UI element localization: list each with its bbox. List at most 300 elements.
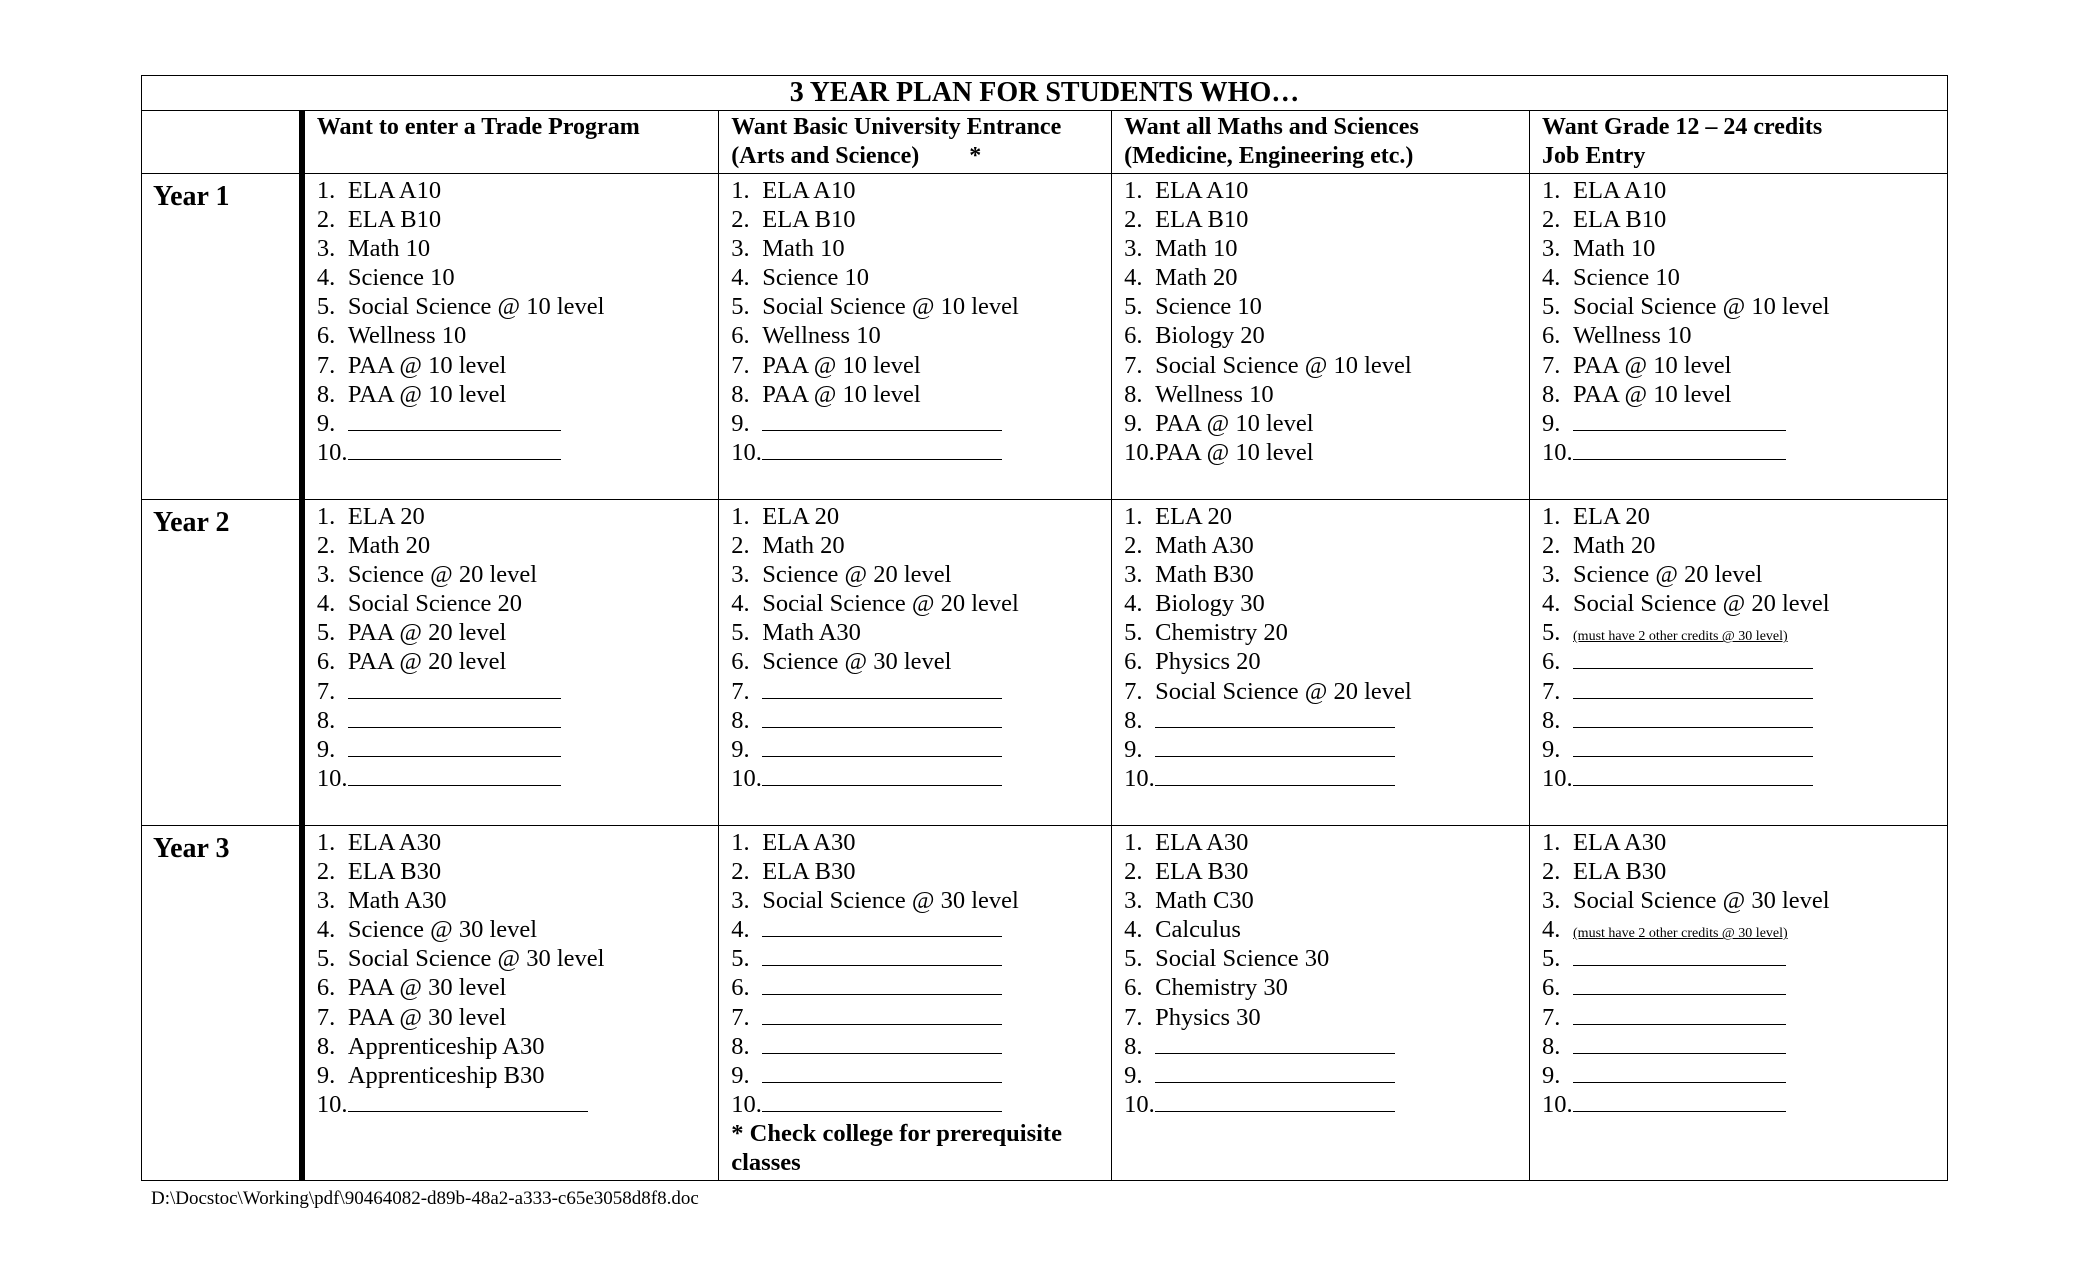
- year-label: Year 2: [142, 500, 302, 826]
- blank-line: [762, 410, 1002, 431]
- course-name: Math A30: [762, 619, 861, 647]
- item-number: 9.: [731, 735, 750, 763]
- course-item: [1542, 321, 1947, 350]
- course-name: Math A30: [1155, 532, 1254, 560]
- item-number: 7.: [1124, 677, 1143, 705]
- blank-line: [1573, 1091, 1786, 1112]
- course-name: Wellness 10: [1573, 322, 1692, 350]
- course-name: Science @ 20 level: [762, 561, 952, 589]
- course-name: PAA @ 30 level: [347, 1003, 507, 1031]
- course-name: ELA A30: [1155, 829, 1249, 856]
- course-name: Social Science @ 10 level: [1155, 351, 1412, 379]
- item-number: 6.: [1542, 974, 1561, 1002]
- course-item: [317, 677, 718, 706]
- item-number: 2.: [316, 206, 336, 234]
- course-item: [1542, 205, 1947, 234]
- course-item: [1124, 886, 1529, 915]
- item-number: 7.: [316, 677, 336, 705]
- blank-line: [762, 1091, 1002, 1112]
- item-number: 8.: [1124, 706, 1143, 734]
- course-item: [317, 380, 718, 409]
- column-header-university: Want Basic University Entrance (Arts and Science) *: [719, 111, 1112, 174]
- item-number: 4.: [1124, 590, 1143, 618]
- item-number: 2.: [1542, 532, 1561, 560]
- course-item: [317, 1032, 718, 1061]
- blank-line: [762, 974, 1002, 995]
- course-item: [317, 1090, 718, 1119]
- item-number: 3.: [731, 561, 750, 589]
- course-item: [1124, 560, 1529, 589]
- course-name: Science @ 30 level: [762, 648, 952, 676]
- item-number: 1.: [1542, 829, 1561, 856]
- item-number: 4.: [316, 916, 336, 944]
- item-number: 10.: [1124, 438, 1155, 466]
- year-1-row: [142, 174, 1948, 500]
- blank-line: [1573, 707, 1813, 728]
- course-name: Social Science @ 20 level: [1573, 590, 1830, 618]
- item-number: 2.: [1124, 206, 1143, 234]
- course-item: [317, 1061, 718, 1090]
- course-name: ELA 20: [1573, 503, 1650, 530]
- blank-line: [1573, 765, 1813, 786]
- course-item: [1124, 205, 1529, 234]
- course-item: [1124, 176, 1529, 205]
- course-name: Math 10: [1155, 235, 1238, 263]
- course-item: [1542, 560, 1947, 589]
- item-number: 2.: [1542, 206, 1561, 234]
- course-name: ELA A10: [1573, 177, 1667, 204]
- item-number: 5.: [316, 945, 336, 973]
- course-name: PAA @ 10 level: [1573, 380, 1732, 408]
- course-item: [317, 973, 718, 1002]
- course-name: Physics 20: [1155, 648, 1261, 676]
- item-number: 5.: [1542, 945, 1561, 973]
- course-item: [1124, 1061, 1529, 1090]
- item-number: 2.: [731, 206, 750, 234]
- course-name: Science @ 30 level: [347, 916, 538, 944]
- course-item: [731, 828, 1111, 857]
- blank-line: [762, 1062, 1002, 1083]
- item-number: 6.: [731, 648, 750, 676]
- course-item: [1124, 234, 1529, 263]
- course-name: ELA B10: [347, 206, 442, 234]
- item-number: 5.: [1124, 945, 1143, 973]
- blank-line: [1155, 1062, 1395, 1083]
- item-number: 1.: [316, 177, 336, 204]
- item-number: 6.: [731, 974, 750, 1002]
- course-name: Science 10: [347, 264, 455, 292]
- item-number: 8.: [731, 380, 750, 408]
- course-name: Science @ 20 level: [347, 561, 538, 589]
- blank-line: [1155, 765, 1395, 786]
- year-label: Year 1: [142, 174, 302, 500]
- blank-line: [1573, 678, 1813, 699]
- course-name: Chemistry 30: [1155, 974, 1288, 1002]
- course-item: [1542, 706, 1947, 735]
- blank-line: [762, 916, 1002, 937]
- item-number: 3.: [1124, 235, 1143, 263]
- course-item: [1542, 438, 1947, 467]
- course-list: [1112, 826, 1529, 1119]
- item-number: 7.: [1542, 1003, 1561, 1031]
- course-name: Apprenticeship B30: [347, 1061, 545, 1089]
- course-list: [305, 826, 718, 1119]
- course-item: [1124, 828, 1529, 857]
- item-number: 7.: [1542, 351, 1561, 379]
- course-item: [1542, 409, 1947, 438]
- item-number: 9.: [1542, 409, 1561, 437]
- course-item: [731, 502, 1111, 531]
- item-number: 10.: [731, 1090, 762, 1118]
- course-name: Social Science @ 30 level: [1573, 887, 1830, 915]
- course-name: Math B30: [1155, 561, 1254, 589]
- course-name: PAA @ 20 level: [347, 648, 507, 676]
- item-number: 6.: [1124, 974, 1143, 1002]
- item-number: 3.: [1124, 561, 1143, 589]
- item-number: 1.: [316, 503, 336, 530]
- item-number: 1.: [1124, 177, 1143, 204]
- course-list: [1112, 174, 1529, 467]
- course-item: [1124, 764, 1529, 793]
- course-item: [731, 1003, 1111, 1032]
- item-number: 7.: [731, 677, 750, 705]
- blank-line: [1573, 439, 1786, 460]
- course-item: [317, 205, 718, 234]
- item-number: 6.: [1542, 648, 1561, 676]
- course-item: [731, 438, 1111, 467]
- course-name: ELA B10: [1573, 206, 1667, 234]
- item-number: 5.: [316, 293, 336, 321]
- course-item: [1542, 234, 1947, 263]
- course-name: Math 10: [1573, 235, 1656, 263]
- blank-line: [1573, 410, 1786, 431]
- document-path-footer: D:\Docstoc\Working\pdf\90464082-d89b-48a2-a333-c65e3058d8f8.doc: [151, 1188, 699, 1209]
- item-number: 1.: [1124, 503, 1143, 530]
- course-item: [317, 176, 718, 205]
- course-name: Science @ 20 level: [1573, 561, 1763, 589]
- course-item: [731, 944, 1111, 973]
- course-item: [317, 263, 718, 292]
- course-item: [1124, 263, 1529, 292]
- blank-line: [1573, 1033, 1786, 1054]
- course-name: ELA B30: [762, 858, 856, 886]
- course-item: [1124, 531, 1529, 560]
- item-number: 7.: [316, 351, 336, 379]
- course-item: [1124, 589, 1529, 618]
- course-list: [1112, 500, 1529, 793]
- course-name: Math 20: [1573, 532, 1656, 560]
- item-number: 5.: [1542, 619, 1561, 647]
- item-number: 9.: [1124, 735, 1143, 763]
- item-number: 10.: [316, 764, 348, 792]
- course-item: [731, 409, 1111, 438]
- item-number: 9.: [731, 409, 750, 437]
- item-number: 2.: [731, 858, 750, 886]
- course-item: [317, 292, 718, 321]
- item-number: 6.: [1542, 322, 1561, 350]
- item-number: 9.: [1124, 409, 1143, 437]
- course-name: Wellness 10: [347, 322, 467, 350]
- item-number: 4.: [1542, 590, 1561, 618]
- course-item: [731, 735, 1111, 764]
- item-number: 9.: [1542, 735, 1561, 763]
- item-number: 10.: [1542, 1090, 1573, 1118]
- course-item: [731, 263, 1111, 292]
- course-item: [317, 1003, 718, 1032]
- blank-line: [1155, 1091, 1395, 1112]
- course-item: [1542, 531, 1947, 560]
- course-name: PAA @ 10 level: [762, 380, 921, 408]
- course-item: [1542, 618, 1947, 647]
- course-item: [731, 677, 1111, 706]
- course-name: ELA A10: [762, 177, 856, 204]
- course-item: [317, 409, 718, 438]
- course-name: Social Science @ 10 level: [762, 293, 1019, 321]
- course-name: Apprenticeship A30: [347, 1032, 545, 1060]
- item-number: 5.: [731, 293, 750, 321]
- item-number: 6.: [1124, 322, 1143, 350]
- blank-line: [348, 707, 561, 728]
- blank-line: [1573, 1004, 1786, 1025]
- course-list: [1530, 500, 1947, 793]
- course-item: [317, 764, 718, 793]
- item-number: 2.: [731, 532, 750, 560]
- course-name: Math C30: [1155, 887, 1254, 915]
- item-number: 10.: [1124, 1090, 1155, 1118]
- item-number: 3.: [316, 887, 336, 915]
- item-number: 4.: [731, 264, 750, 292]
- item-number: 10.: [1542, 438, 1573, 466]
- item-number: 3.: [1542, 887, 1561, 915]
- course-item: [317, 438, 718, 467]
- item-number: 8.: [1542, 1032, 1561, 1060]
- course-item: [731, 321, 1111, 350]
- blank-line: [1155, 707, 1395, 728]
- item-number: 4.: [731, 916, 750, 944]
- course-name: Calculus: [1155, 916, 1241, 944]
- blank-line: [348, 736, 561, 757]
- item-number: 3.: [731, 887, 750, 915]
- course-item: [1124, 973, 1529, 1002]
- item-number: 1.: [316, 829, 336, 856]
- item-number: 5.: [316, 619, 336, 647]
- course-item: [1542, 176, 1947, 205]
- item-number: 7.: [316, 1003, 336, 1031]
- item-number: 8.: [1542, 706, 1561, 734]
- course-item: [1542, 886, 1947, 915]
- course-name: (must have 2 other credits @ 30 level): [1573, 926, 1788, 942]
- course-name: Math 10: [347, 235, 431, 263]
- course-name: Social Science 20: [347, 590, 523, 618]
- course-item: [731, 706, 1111, 735]
- course-item: [1542, 857, 1947, 886]
- course-item: [1124, 438, 1529, 467]
- course-item: [1542, 263, 1947, 292]
- course-name: Wellness 10: [1155, 380, 1274, 408]
- course-item: [731, 589, 1111, 618]
- course-item: [317, 828, 718, 857]
- item-number: 3.: [1124, 887, 1143, 915]
- item-number: 8.: [316, 706, 336, 734]
- course-item: [1124, 502, 1529, 531]
- course-item: [731, 176, 1111, 205]
- course-name: ELA 20: [347, 503, 425, 530]
- asterisk-mark: *: [969, 143, 982, 169]
- item-number: 4.: [1542, 916, 1561, 944]
- course-item: [731, 973, 1111, 1002]
- item-number: 9.: [316, 409, 336, 437]
- item-number: 3.: [731, 235, 750, 263]
- item-number: 7.: [731, 351, 750, 379]
- item-number: 3.: [316, 235, 336, 263]
- item-number: 1.: [1542, 177, 1561, 204]
- item-number: 1.: [731, 829, 750, 856]
- course-item: [731, 1090, 1111, 1119]
- course-name: Math 20: [762, 532, 845, 560]
- course-name: PAA @ 30 level: [347, 974, 507, 1002]
- course-item: [731, 857, 1111, 886]
- item-number: 8.: [1124, 1032, 1143, 1060]
- column-header-job-entry: Want Grade 12 – 24 credits Job Entry: [1530, 111, 1948, 174]
- blank-line: [1573, 945, 1786, 966]
- course-item: [1542, 502, 1947, 531]
- course-item: [1124, 706, 1529, 735]
- item-number: 6.: [316, 648, 336, 676]
- course-item: [1542, 647, 1947, 676]
- item-number: 2.: [316, 858, 336, 886]
- item-number: 1.: [1124, 829, 1143, 856]
- course-item: [1124, 677, 1529, 706]
- course-item: [1124, 915, 1529, 944]
- course-item: [317, 886, 718, 915]
- course-item: [1542, 292, 1947, 321]
- item-number: 5.: [1542, 293, 1561, 321]
- blank-line: [348, 678, 561, 699]
- course-name: PAA @ 10 level: [1155, 438, 1314, 466]
- course-name: Science 10: [762, 264, 870, 292]
- course-item: [1542, 944, 1947, 973]
- course-item: [1124, 735, 1529, 764]
- course-item: [1542, 1090, 1947, 1119]
- item-number: 7.: [1542, 677, 1561, 705]
- course-item: [1124, 857, 1529, 886]
- prerequisite-footnote: * Check college for prerequisite classes: [731, 1119, 1062, 1176]
- item-number: 8.: [731, 1032, 750, 1060]
- year-3-row: [142, 826, 1948, 1181]
- item-number: 8.: [316, 1032, 336, 1060]
- item-number: 8.: [1124, 380, 1143, 408]
- course-item: [317, 647, 718, 676]
- course-name: Biology 30: [1155, 590, 1265, 618]
- course-item: [731, 531, 1111, 560]
- course-name: Math 10: [762, 235, 845, 263]
- course-name: ELA B10: [762, 206, 856, 234]
- course-item: [317, 857, 718, 886]
- course-name: ELA A30: [347, 829, 442, 856]
- course-name: Biology 20: [1155, 322, 1265, 350]
- three-year-plan-table: [141, 75, 1948, 1181]
- course-list: [1530, 826, 1947, 1119]
- course-item: [1542, 1061, 1947, 1090]
- course-name: PAA @ 10 level: [347, 380, 507, 408]
- year-2-row: [142, 500, 1948, 826]
- course-item: [1124, 409, 1529, 438]
- course-list: [719, 500, 1111, 793]
- course-list: [719, 174, 1111, 467]
- course-name: Math 20: [347, 532, 431, 560]
- blank-line: [348, 410, 561, 431]
- item-number: 4.: [316, 590, 336, 618]
- course-item: [1542, 915, 1947, 944]
- course-item: [1542, 735, 1947, 764]
- course-item: [1542, 973, 1947, 1002]
- item-number: 4.: [1124, 264, 1143, 292]
- item-number: 2.: [1542, 858, 1561, 886]
- item-number: 4.: [1542, 264, 1561, 292]
- blank-line: [762, 765, 1002, 786]
- item-number: 6.: [316, 974, 336, 1002]
- item-number: 3.: [1542, 561, 1561, 589]
- table-title: 3 YEAR PLAN FOR STUDENTS WHO…: [142, 76, 1948, 111]
- course-item: [317, 321, 718, 350]
- item-number: 2.: [1124, 858, 1143, 886]
- item-number: 10.: [316, 1090, 348, 1118]
- blank-line: [762, 678, 1002, 699]
- course-item: [1124, 321, 1529, 350]
- course-name: PAA @ 10 level: [347, 351, 507, 379]
- course-item: [731, 560, 1111, 589]
- course-item: [1542, 589, 1947, 618]
- course-item: [317, 735, 718, 764]
- course-item: [1124, 1032, 1529, 1061]
- course-name: ELA A10: [347, 177, 442, 204]
- course-name: Social Science @ 10 level: [347, 293, 605, 321]
- course-name: PAA @ 10 level: [1155, 409, 1314, 437]
- item-number: 8.: [731, 706, 750, 734]
- course-name: Wellness 10: [762, 322, 881, 350]
- blank-line: [762, 945, 1002, 966]
- course-name: ELA B30: [1155, 858, 1249, 886]
- column-header-trade: Want to enter a Trade Program: [302, 111, 719, 174]
- course-item: [731, 1061, 1111, 1090]
- blank-line: [348, 1091, 588, 1112]
- item-number: 6.: [731, 322, 750, 350]
- course-item: [1124, 380, 1529, 409]
- course-name: Social Science 30: [1155, 945, 1330, 973]
- course-name: ELA 20: [1155, 503, 1233, 530]
- item-number: 5.: [731, 945, 750, 973]
- item-number: 9.: [1542, 1061, 1561, 1089]
- course-name: Math A30: [347, 887, 447, 915]
- course-item: [1542, 677, 1947, 706]
- course-name: ELA B30: [1573, 858, 1667, 886]
- course-item: [317, 560, 718, 589]
- course-item: [317, 915, 718, 944]
- item-number: 8.: [316, 380, 336, 408]
- blank-line: [1155, 1033, 1395, 1054]
- item-number: 1.: [1542, 503, 1561, 530]
- course-name: ELA 20: [762, 503, 840, 530]
- course-name: Social Science @ 10 level: [1573, 293, 1830, 321]
- item-number: 4.: [1124, 916, 1143, 944]
- item-number: 5.: [1124, 619, 1143, 647]
- blank-line: [1573, 1062, 1786, 1083]
- course-item: [731, 886, 1111, 915]
- course-item: [317, 944, 718, 973]
- item-number: 9.: [316, 1061, 336, 1089]
- course-item: [731, 205, 1111, 234]
- item-number: 2.: [316, 532, 336, 560]
